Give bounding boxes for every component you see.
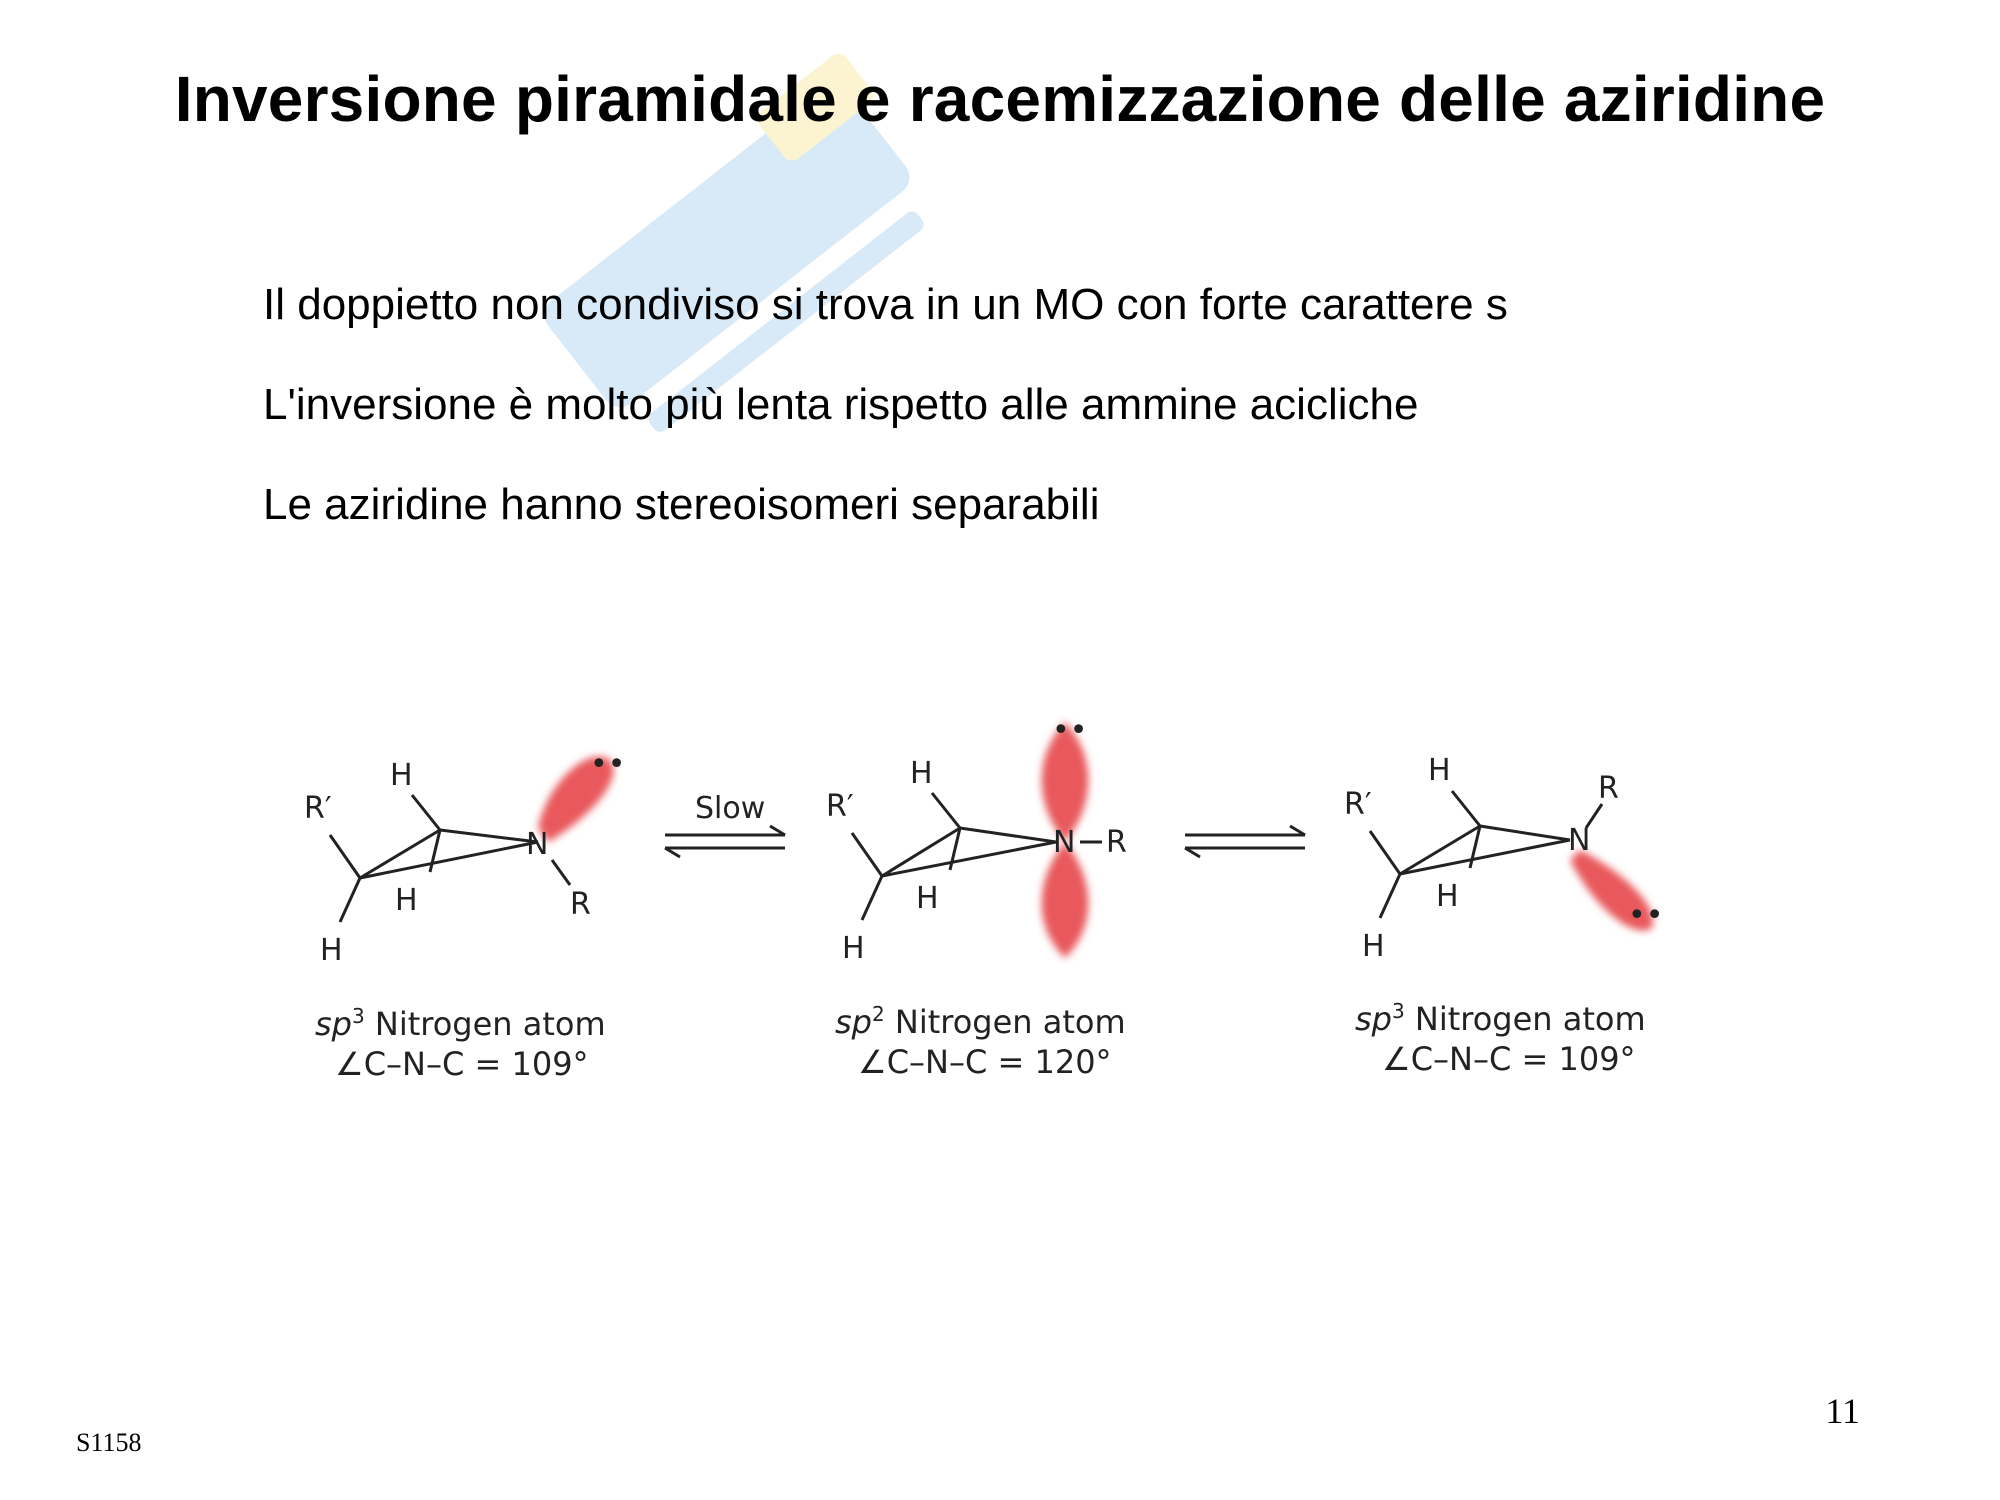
lone-pair-dots: •• xyxy=(1628,898,1664,933)
bond xyxy=(932,793,960,828)
lone-pair-dots: •• xyxy=(590,747,626,782)
atom-h: H xyxy=(910,756,933,791)
aziridine-inversion-figure xyxy=(290,700,1710,1120)
lone-pair-dots: •• xyxy=(1052,713,1088,748)
bond xyxy=(960,828,1056,842)
caption-angle: ∠C–N–C = 109° xyxy=(1382,1040,1636,1078)
atom-h: H xyxy=(1428,753,1451,788)
aziridine-inversion-diagram xyxy=(290,700,1710,1120)
structure-2 xyxy=(826,713,1127,1081)
bullet-item: L'inversione è molto più lenta rispetto alle ammine acicliche xyxy=(263,380,1419,429)
bond xyxy=(440,830,538,842)
atom-h: H xyxy=(842,931,865,966)
bullet-item: Il doppietto non condiviso si trova in un MO con forte carattere s xyxy=(263,280,1508,329)
atom-r: R xyxy=(1598,771,1619,806)
caption-line-1: $sp^2$ Nitrogen atom xyxy=(835,1002,1126,1041)
atom-h: H xyxy=(390,758,413,793)
bond xyxy=(1370,831,1400,874)
atom-n: N xyxy=(526,827,549,862)
bond xyxy=(862,876,882,920)
atom-h: H xyxy=(320,933,343,968)
atom-n: N xyxy=(1053,825,1076,860)
bond xyxy=(340,878,360,922)
caption-angle: ∠C–N–C = 120° xyxy=(858,1043,1112,1081)
page-number: 11 xyxy=(1825,1391,1860,1431)
caption-line-1: $sp^3$ Nitrogen atom xyxy=(1355,999,1646,1038)
atom-r: R xyxy=(570,887,591,922)
atom-r-prime: R′ xyxy=(826,789,854,824)
caption-angle: ∠C–N–C = 109° xyxy=(335,1045,589,1083)
atom-r-prime: R′ xyxy=(1344,787,1372,822)
bullet-list xyxy=(263,255,1508,555)
bond xyxy=(330,835,360,878)
slide-title: Inversione piramidale e racemizzazione delle aziridine xyxy=(174,63,1826,135)
bond xyxy=(552,860,570,885)
atom-n: N xyxy=(1568,823,1591,858)
bullet-item: Le aziridine hanno stereoisomeri separabili xyxy=(263,480,1100,529)
slow-label: Slow xyxy=(695,791,766,826)
equilibrium-arrow xyxy=(1185,826,1305,857)
caption-line-1: $sp^3$ Nitrogen atom xyxy=(315,1004,606,1043)
equilibrium-arrow-slow xyxy=(665,791,785,857)
atom-h: H xyxy=(395,883,418,918)
structure-1 xyxy=(304,747,625,1083)
atom-r-prime: R′ xyxy=(304,791,332,826)
slide-code: S1158 xyxy=(76,1428,142,1457)
bond xyxy=(360,842,538,878)
bond xyxy=(412,795,440,830)
bond xyxy=(1480,826,1570,840)
bond xyxy=(1380,874,1400,918)
bond xyxy=(1452,791,1480,826)
structure-3 xyxy=(1344,753,1663,1078)
atom-h: H xyxy=(916,881,939,916)
bond xyxy=(852,833,882,876)
atom-h: H xyxy=(1436,879,1459,914)
atom-h: H xyxy=(1362,929,1385,964)
atom-r: R xyxy=(1106,825,1127,860)
